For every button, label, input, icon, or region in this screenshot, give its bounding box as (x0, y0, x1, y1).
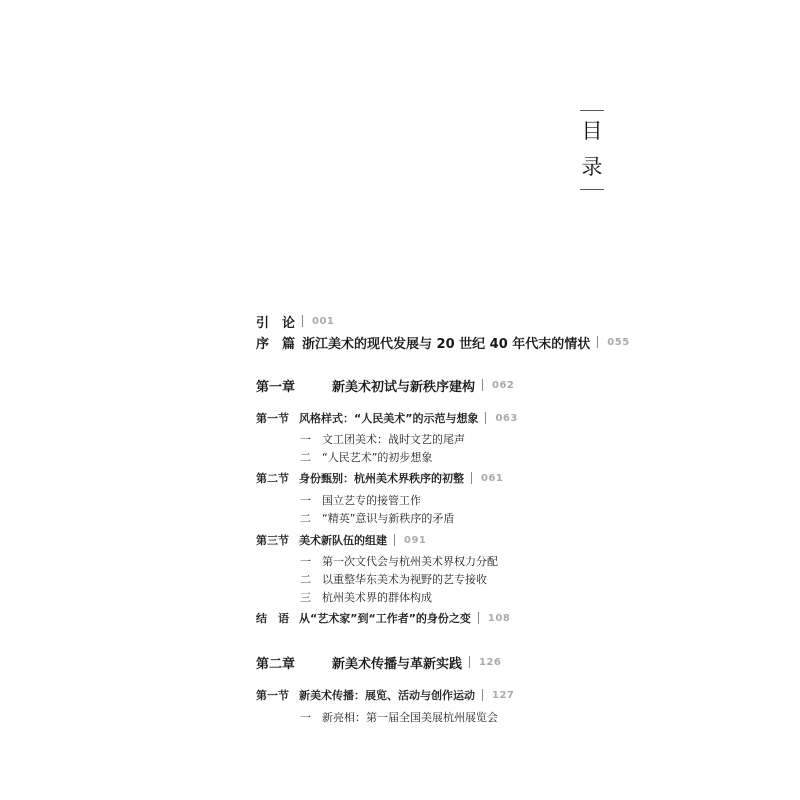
toc-entry-chapter-2[interactable] (256, 653, 501, 671)
entry-label: 一 (300, 433, 311, 446)
separator (485, 412, 486, 424)
separator (597, 336, 598, 348)
separator (482, 689, 483, 701)
entry-title: “精英”意识与新秩序的矛盾 (322, 512, 455, 525)
entry-title: 新美术初试与新秩序建构 (332, 379, 476, 395)
separator (471, 472, 472, 484)
toc-entry-ch1-section-1[interactable] (256, 409, 518, 427)
entry-title: 新美术传播与革新实践 (332, 656, 463, 672)
entry-title: “人民艺术”的初步想象 (322, 451, 433, 464)
toc-entry-ch2-section-1[interactable] (256, 686, 514, 704)
page-number: 091 (404, 534, 427, 546)
entry-label: 第一节 (256, 689, 289, 702)
separator (478, 612, 479, 624)
entry-title: 新美术传播：展览、活动与创作运动 (299, 689, 475, 702)
entry-title: 杭州美术界的群体构成 (322, 591, 432, 604)
toc-entry-ch2-s1-item-1[interactable] (300, 708, 498, 726)
entry-label: 引 论 (256, 315, 296, 331)
toc-entry-ch1-section-2[interactable] (256, 469, 503, 487)
entry-label: 第一节 (256, 412, 289, 425)
entry-title: 身份甄别：杭州美术界秩序的初整 (299, 472, 464, 485)
title-bottom-rule (580, 189, 604, 190)
entry-title: 风格样式：“人民美术”的示范与想象 (299, 412, 479, 425)
page-number: 108 (487, 612, 511, 624)
toc-entry-ch1-s2-item-2[interactable] (300, 509, 454, 527)
toc-entry-ch1-conclusion[interactable] (256, 609, 510, 627)
entry-label: 二 (300, 451, 311, 464)
toc-entry-ch1-s3-item-3[interactable] (300, 588, 432, 606)
entry-label: 第三节 (256, 534, 289, 547)
toc-entry-chapter-1[interactable] (256, 376, 514, 394)
entry-label: 第二章 (256, 656, 296, 672)
entry-label: 第二节 (256, 472, 289, 485)
entry-label: 一 (300, 494, 311, 507)
entry-title: 国立艺专的接管工作 (322, 494, 421, 507)
page-number: 001 (312, 315, 335, 327)
page-number: 063 (495, 412, 518, 424)
separator (394, 534, 395, 546)
toc-entry-ch1-s3-item-1[interactable] (300, 552, 498, 570)
page-number: 127 (492, 689, 515, 701)
toc-entry-ch1-s3-item-2[interactable] (300, 570, 487, 588)
entry-title: 美术新队伍的组建 (299, 534, 387, 547)
entry-label: 序 篇 (256, 336, 296, 352)
toc-entry-ch1-s1-item-1[interactable] (300, 430, 465, 448)
entry-label: 二 (300, 573, 311, 586)
page-number: 061 (481, 472, 504, 484)
entry-title: 新亮相：第一届全国美展杭州展览会 (322, 711, 498, 724)
title-char-2: 录 (581, 155, 603, 179)
entry-label: 结 语 (256, 612, 289, 625)
separator (469, 656, 470, 668)
entry-title: 浙江美术的现代发展与 20 世纪 40 年代末的情状 (302, 336, 591, 352)
toc-entry-intro[interactable] (256, 312, 334, 330)
entry-title: 以重整华东美术为视野的艺专接收 (322, 573, 487, 586)
entry-label: 三 (300, 591, 311, 604)
entry-title: 文工团美术：战时文艺的尾声 (322, 433, 465, 446)
toc-entry-ch1-s2-item-1[interactable] (300, 491, 421, 509)
title-top-rule (580, 110, 604, 111)
page-number: 062 (492, 379, 515, 391)
entry-label: 第一章 (256, 379, 296, 395)
entry-title: 第一次文代会与杭州美术界权力分配 (322, 555, 498, 568)
title-char-1: 目 (581, 119, 603, 143)
entry-label: 二 (300, 512, 311, 525)
entry-label: 一 (300, 711, 311, 724)
toc-entry-preface[interactable] (256, 333, 630, 351)
toc-entry-ch1-s1-item-2[interactable] (300, 448, 432, 466)
page-number: 126 (479, 656, 502, 668)
separator (482, 379, 483, 391)
toc-entry-ch1-section-3[interactable] (256, 531, 426, 549)
entry-title: 从“艺术家”到“工作者”的身份之变 (299, 612, 471, 625)
toc-title (580, 110, 604, 190)
separator (302, 315, 303, 327)
entry-label: 一 (300, 555, 311, 568)
page-number: 055 (607, 336, 630, 348)
